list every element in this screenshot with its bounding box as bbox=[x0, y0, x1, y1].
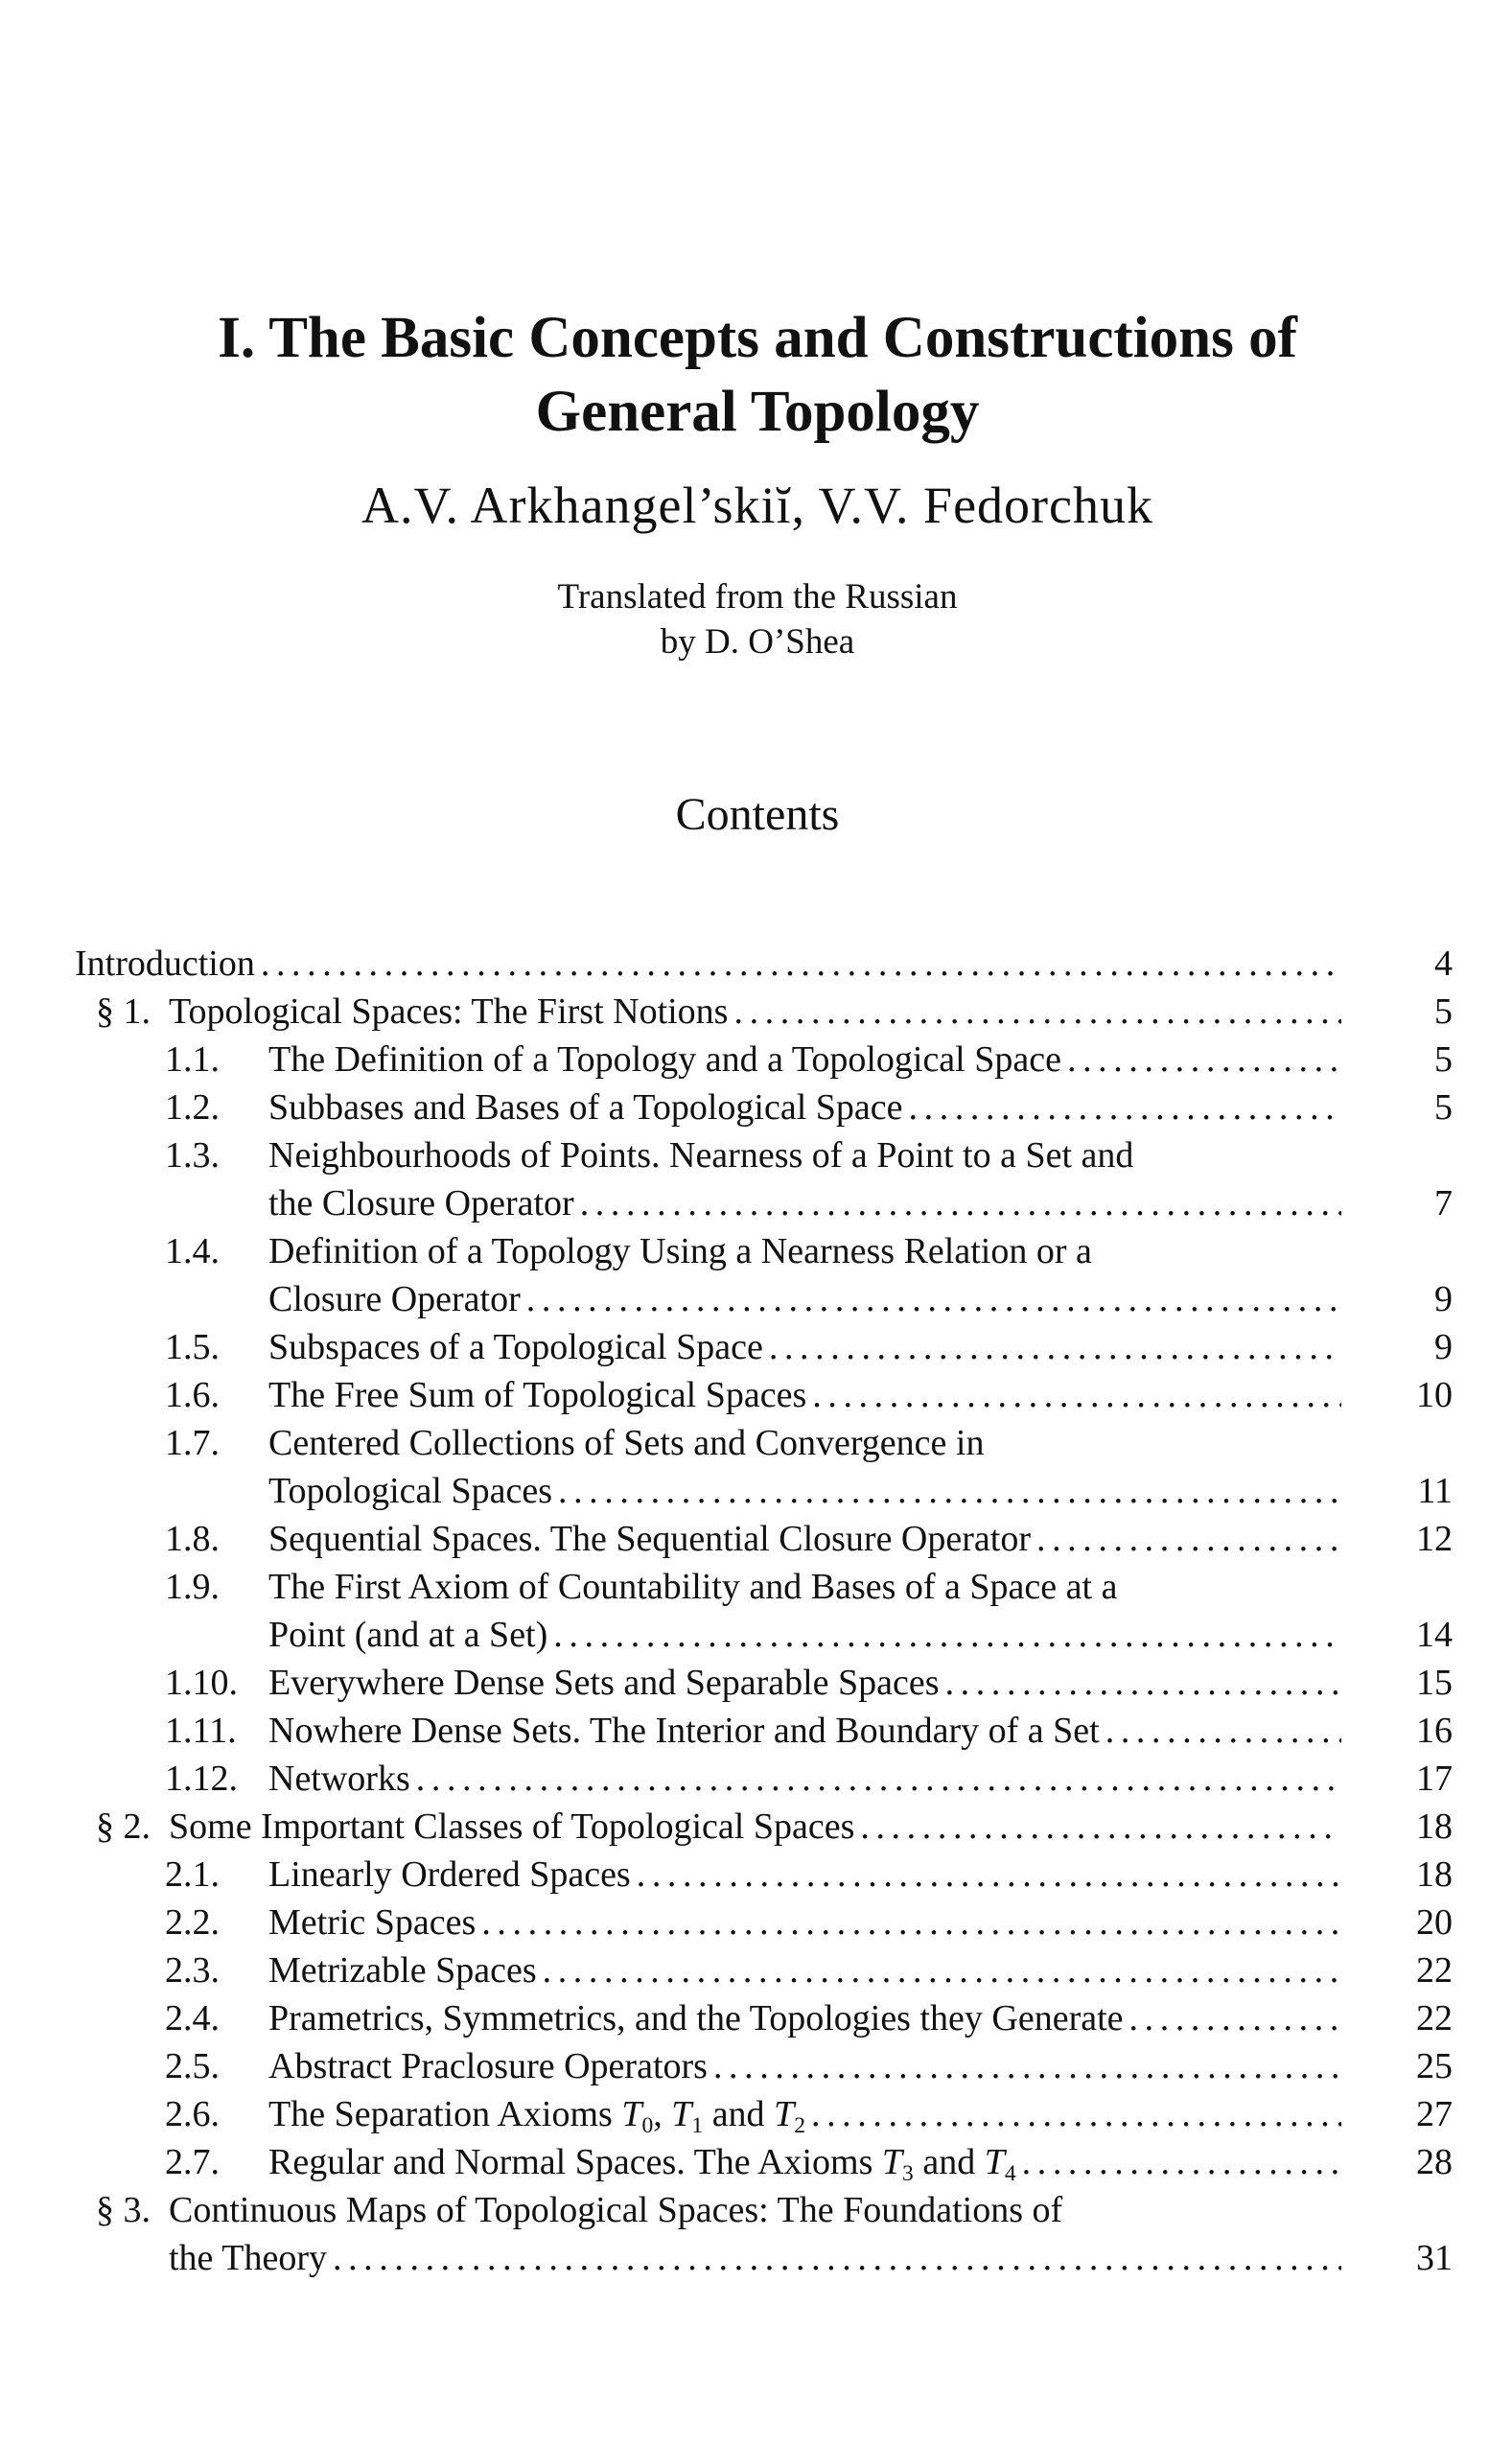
toc-entry-title-cont: the Theory bbox=[169, 2238, 327, 2278]
toc-entry-title: Introduction bbox=[75, 943, 255, 984]
toc-entry-title-cont: Point (and at a Set) bbox=[268, 1615, 548, 1655]
book-title-line-2: General Topology bbox=[535, 380, 980, 444]
translation-note-line-2: by D. O’Shea bbox=[660, 622, 855, 662]
toc-page-number: 31 bbox=[1416, 2238, 1453, 2278]
toc-section-number: 1.5. bbox=[165, 1327, 220, 1367]
toc-section-number: § 2. bbox=[96, 1806, 151, 1847]
toc-entry-title-cont: Closure Operator bbox=[268, 1279, 521, 1319]
toc-page-number: 25 bbox=[1416, 2046, 1453, 2086]
toc-entry-title: Networks bbox=[268, 1759, 410, 1799]
toc-entry-title: Centered Collections of Sets and Convergence in bbox=[268, 1423, 985, 1463]
toc-page-number: 14 bbox=[1416, 1615, 1453, 1655]
toc-page-number: 12 bbox=[1416, 1519, 1453, 1559]
toc-entry[interactable] bbox=[0, 1803, 1512, 1851]
toc-entry[interactable] bbox=[0, 1659, 1512, 1707]
toc-entry-title-cont: Topological Spaces bbox=[268, 1471, 552, 1511]
toc-entry-title: Some Important Classes of Topological Spaces bbox=[169, 1806, 855, 1847]
toc-entry[interactable] bbox=[0, 940, 1512, 988]
toc-entry[interactable] bbox=[0, 2042, 1512, 2090]
toc-entry[interactable] bbox=[0, 1515, 1512, 1563]
toc-entry-title: Topological Spaces: The First Notions bbox=[169, 991, 729, 1032]
toc-entry-title: Continuous Maps of Topological Spaces: The Foundations of bbox=[169, 2190, 1063, 2230]
toc-entry[interactable] bbox=[0, 1227, 1512, 1275]
toc-section-number: 1.8. bbox=[165, 1519, 220, 1559]
toc-entry-title: The Free Sum of Topological Spaces bbox=[268, 1375, 807, 1415]
toc-entry-title: The Definition of a Topology and a Topological Space bbox=[268, 1039, 1061, 1080]
toc-page-number: 22 bbox=[1416, 1950, 1453, 1991]
toc-entry[interactable] bbox=[0, 1946, 1512, 1994]
toc-page-number: 20 bbox=[1416, 1902, 1453, 1943]
toc-entry-title: The First Axiom of Countability and Bases of a Space at a bbox=[268, 1567, 1118, 1607]
toc-entry-title: Neighbourhoods of Points. Nearness of a Point to a Set and bbox=[268, 1135, 1134, 1176]
toc-entry[interactable] bbox=[0, 1994, 1512, 2042]
toc-entry[interactable] bbox=[0, 1755, 1512, 1803]
toc-page-number: 16 bbox=[1416, 1711, 1453, 1751]
toc-section-number: 1.4. bbox=[165, 1231, 220, 1271]
toc-page-number: 18 bbox=[1416, 1854, 1453, 1895]
toc-page-number: 11 bbox=[1417, 1471, 1453, 1511]
toc-section-number: 1.9. bbox=[165, 1567, 220, 1607]
toc-entry[interactable] bbox=[0, 1036, 1512, 1083]
toc-entry-title: Subbases and Bases of a Topological Space bbox=[268, 1087, 903, 1128]
book-title-line-1: I. The Basic Concepts and Constructions of bbox=[218, 306, 1297, 370]
toc-section-number: 2.4. bbox=[165, 1998, 220, 2038]
toc-page-number: 28 bbox=[1416, 2142, 1453, 2182]
toc-page-number: 10 bbox=[1416, 1375, 1453, 1415]
toc-entry-title: Nowhere Dense Sets. The Interior and Boundary of a Set bbox=[268, 1711, 1100, 1751]
toc-entry-continuation[interactable] bbox=[0, 1179, 1512, 1227]
toc-page-number: 5 bbox=[1434, 1039, 1453, 1080]
toc-page-number: 15 bbox=[1416, 1663, 1453, 1703]
toc-page-number: 17 bbox=[1416, 1759, 1453, 1799]
toc-section-number: 1.2. bbox=[165, 1087, 220, 1128]
toc-entry[interactable] bbox=[0, 1563, 1512, 1611]
toc-section-number: 2.7. bbox=[165, 2142, 220, 2182]
contents-heading: Contents bbox=[675, 789, 840, 840]
toc-page-number: 9 bbox=[1434, 1279, 1453, 1319]
translation-note-line-1: Translated from the Russian bbox=[557, 577, 958, 617]
toc-section-number: 1.11. bbox=[165, 1711, 237, 1751]
toc-section-number: 2.6. bbox=[165, 2094, 220, 2134]
toc-entry[interactable] bbox=[0, 2090, 1512, 2138]
toc-entry-continuation[interactable] bbox=[0, 2234, 1512, 2282]
toc-entry[interactable] bbox=[0, 1899, 1512, 1946]
toc-page-number: 4 bbox=[1434, 943, 1453, 984]
toc-section-number: 1.3. bbox=[165, 1135, 220, 1176]
toc-entry[interactable] bbox=[0, 1323, 1512, 1371]
toc-page-number: 5 bbox=[1434, 1087, 1453, 1128]
toc-entry-title: Definition of a Topology Using a Nearness Relation or a bbox=[268, 1231, 1092, 1271]
toc-entry-title: Metric Spaces bbox=[268, 1902, 477, 1943]
toc-entry-continuation[interactable] bbox=[0, 1275, 1512, 1323]
toc-entry-title: Regular and Normal Spaces. The Axioms $T_3$ and $T_4$ bbox=[268, 2142, 1016, 2186]
toc-entry[interactable] bbox=[0, 2138, 1512, 2186]
toc-section-number: § 3. bbox=[96, 2190, 151, 2230]
toc-section-number: 1.7. bbox=[165, 1423, 220, 1463]
toc-section-number: § 1. bbox=[96, 991, 151, 1032]
toc-entry-title: Linearly Ordered Spaces bbox=[268, 1854, 631, 1895]
toc-entry[interactable] bbox=[0, 2186, 1512, 2234]
toc-page-number: 7 bbox=[1434, 1183, 1453, 1223]
toc-section-number: 2.2. bbox=[165, 1902, 220, 1943]
toc-section-number: 1.6. bbox=[165, 1375, 220, 1415]
authors: A.V. Arkhangel’skiĭ, V.V. Fedorchuk bbox=[361, 477, 1154, 534]
toc-section-number: 1.1. bbox=[165, 1039, 220, 1080]
toc-page-number: 18 bbox=[1416, 1806, 1453, 1847]
toc-entry-title: Abstract Praclosure Operators bbox=[268, 2046, 708, 2086]
toc-section-number: 2.3. bbox=[165, 1950, 220, 1991]
toc-entry-title: Everywhere Dense Sets and Separable Spaces bbox=[268, 1663, 940, 1703]
toc-entry[interactable] bbox=[0, 1851, 1512, 1899]
toc-entry[interactable] bbox=[0, 1371, 1512, 1419]
toc-entry-title: Metrizable Spaces bbox=[268, 1950, 537, 1991]
toc-entry-title: Prametrics, Symmetrics, and the Topologies they Generate bbox=[268, 1998, 1124, 2038]
toc-entry-title: Subspaces of a Topological Space bbox=[268, 1327, 763, 1367]
toc-section-number: 1.12. bbox=[165, 1759, 238, 1799]
toc-entry-title: The Separation Axioms $T_0$, $T_1$ and $T_2$ bbox=[268, 2094, 805, 2138]
toc-entry[interactable] bbox=[0, 1131, 1512, 1179]
toc-entry-continuation[interactable] bbox=[0, 1611, 1512, 1659]
toc-entry[interactable] bbox=[0, 1419, 1512, 1467]
toc-page-number: 5 bbox=[1434, 991, 1453, 1032]
toc-entry-continuation[interactable] bbox=[0, 1467, 1512, 1515]
toc-page-number: 22 bbox=[1416, 1998, 1453, 2038]
toc-page-number: 9 bbox=[1434, 1327, 1453, 1367]
toc-section-number: 2.1. bbox=[165, 1854, 220, 1895]
toc-section-number: 1.10. bbox=[165, 1663, 238, 1703]
toc-page-number: 27 bbox=[1416, 2094, 1453, 2134]
toc-entry-title-cont: the Closure Operator bbox=[268, 1183, 574, 1223]
toc-entry-title: Sequential Spaces. The Sequential Closure Operator bbox=[268, 1519, 1031, 1559]
toc-entry[interactable] bbox=[0, 1707, 1512, 1755]
toc-section-number: 2.5. bbox=[165, 2046, 220, 2086]
toc-entry[interactable] bbox=[0, 1083, 1512, 1131]
toc-entry[interactable] bbox=[0, 988, 1512, 1036]
